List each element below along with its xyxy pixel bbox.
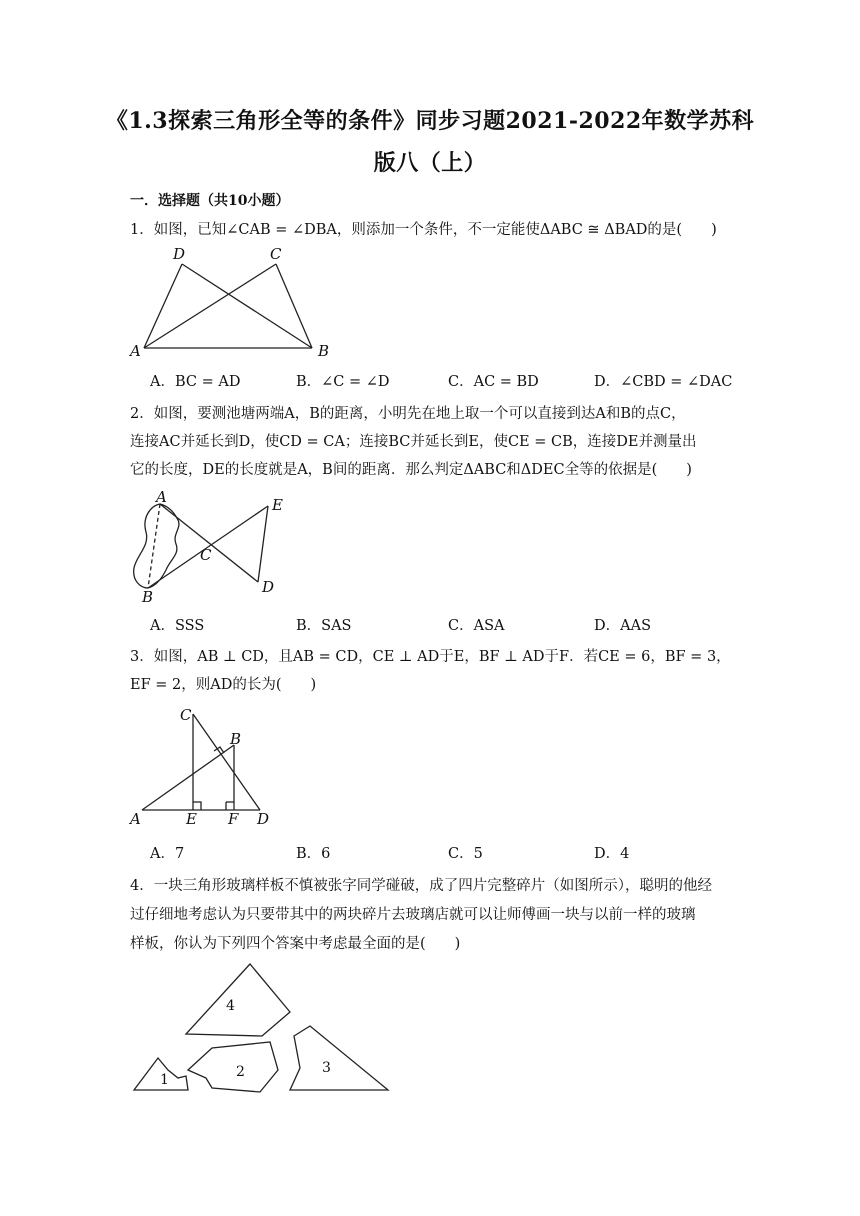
q3-label-b: B bbox=[230, 730, 242, 748]
question-1-figure bbox=[0, 246, 860, 366]
q1-label-a: A bbox=[130, 342, 141, 360]
question-3-figure bbox=[0, 700, 860, 830]
q1-label-c: C bbox=[270, 245, 282, 263]
q1-label-d: D bbox=[173, 245, 186, 263]
q3-label-a: A bbox=[130, 810, 141, 828]
q1-option-c[interactable]: C．AC = BD bbox=[448, 374, 539, 390]
q2-label-a: A bbox=[156, 488, 167, 506]
question-4-line-3: 样板，你认为下列四个答案中考虑最全面的是( ) bbox=[130, 936, 461, 952]
q3-option-d[interactable]: D．4 bbox=[594, 846, 630, 862]
question-2-line-1: 2．如图，要测池塘两端A，B的距离，小明先在地上取一个可以直接到达A和B的点C， bbox=[130, 406, 686, 422]
q2-option-d[interactable]: D．AAS bbox=[594, 618, 652, 634]
q3-label-c: C bbox=[180, 706, 192, 724]
q2-label-d: D bbox=[262, 578, 275, 596]
question-4-line-2: 过仔细地考虑认为只要带其中的两块碎片去玻璃店就可以让师傅画一块与以前一样的玻璃 bbox=[130, 907, 696, 923]
question-3-line-1: 3．如图，AB ⊥ CD，且AB = CD，CE ⊥ AD于E，BF ⊥ AD于F．若CE = 6，BF = 3， bbox=[130, 649, 731, 665]
question-2-line-2: 连接AC并延长到D，使CD = CA；连接BC并延长到E，使CE = CB，连接DE并测量出 bbox=[130, 434, 697, 450]
q1-label-b: B bbox=[318, 342, 330, 360]
section-heading: 一．选择题（共10小题） bbox=[130, 193, 290, 209]
q4-piece-label-2: 2 bbox=[236, 1064, 245, 1080]
q2-label-e: E bbox=[272, 496, 283, 514]
q3-option-c[interactable]: C．5 bbox=[448, 846, 483, 862]
question-2-line-3: 它的长度，DE的长度就是A，B间的距离．那么判定ΔABC和ΔDEC全等的依据是( ) bbox=[130, 462, 692, 478]
question-4-figure bbox=[0, 958, 860, 1098]
q2-option-b[interactable]: B．SAS bbox=[296, 618, 352, 634]
q1-option-d[interactable]: D．∠CBD = ∠DAC bbox=[594, 374, 733, 390]
document-title-line-1: 《1.3探索三角形全等的条件》同步习题2021-2022年数学苏科 bbox=[105, 108, 755, 134]
q4-piece-label-1: 1 bbox=[160, 1072, 169, 1088]
question-4-line-1: 4．一块三角形玻璃样板不慎被张字同学碰破，成了四片完整碎片（如图所示），聪明的他经 bbox=[130, 878, 712, 894]
q2-option-a[interactable]: A．SSS bbox=[150, 618, 205, 634]
question-2-figure bbox=[0, 488, 860, 608]
q4-piece-label-4: 4 bbox=[226, 998, 235, 1014]
question-3-line-2: EF = 2，则AD的长为( ) bbox=[130, 677, 317, 693]
q2-label-b: B bbox=[142, 588, 154, 606]
q1-option-b[interactable]: B．∠C = ∠D bbox=[296, 374, 390, 390]
q2-option-c[interactable]: C．ASA bbox=[448, 618, 505, 634]
document-title-line-2: 版八（上） bbox=[373, 150, 487, 176]
q3-option-a[interactable]: A．7 bbox=[150, 846, 185, 862]
q3-label-f: F bbox=[228, 810, 239, 828]
q4-piece-label-3: 3 bbox=[322, 1060, 331, 1076]
q3-label-e: E bbox=[186, 810, 197, 828]
q3-label-d: D bbox=[257, 810, 270, 828]
q2-label-c: C bbox=[200, 546, 212, 564]
question-1-text: 1．如图，已知∠CAB = ∠DBA，则添加一个条件，不一定能使ΔABC ≅ ΔBAD的是( ) bbox=[130, 222, 717, 238]
q1-option-a[interactable]: A．BC = AD bbox=[150, 374, 241, 390]
q3-option-b[interactable]: B．6 bbox=[296, 846, 331, 862]
